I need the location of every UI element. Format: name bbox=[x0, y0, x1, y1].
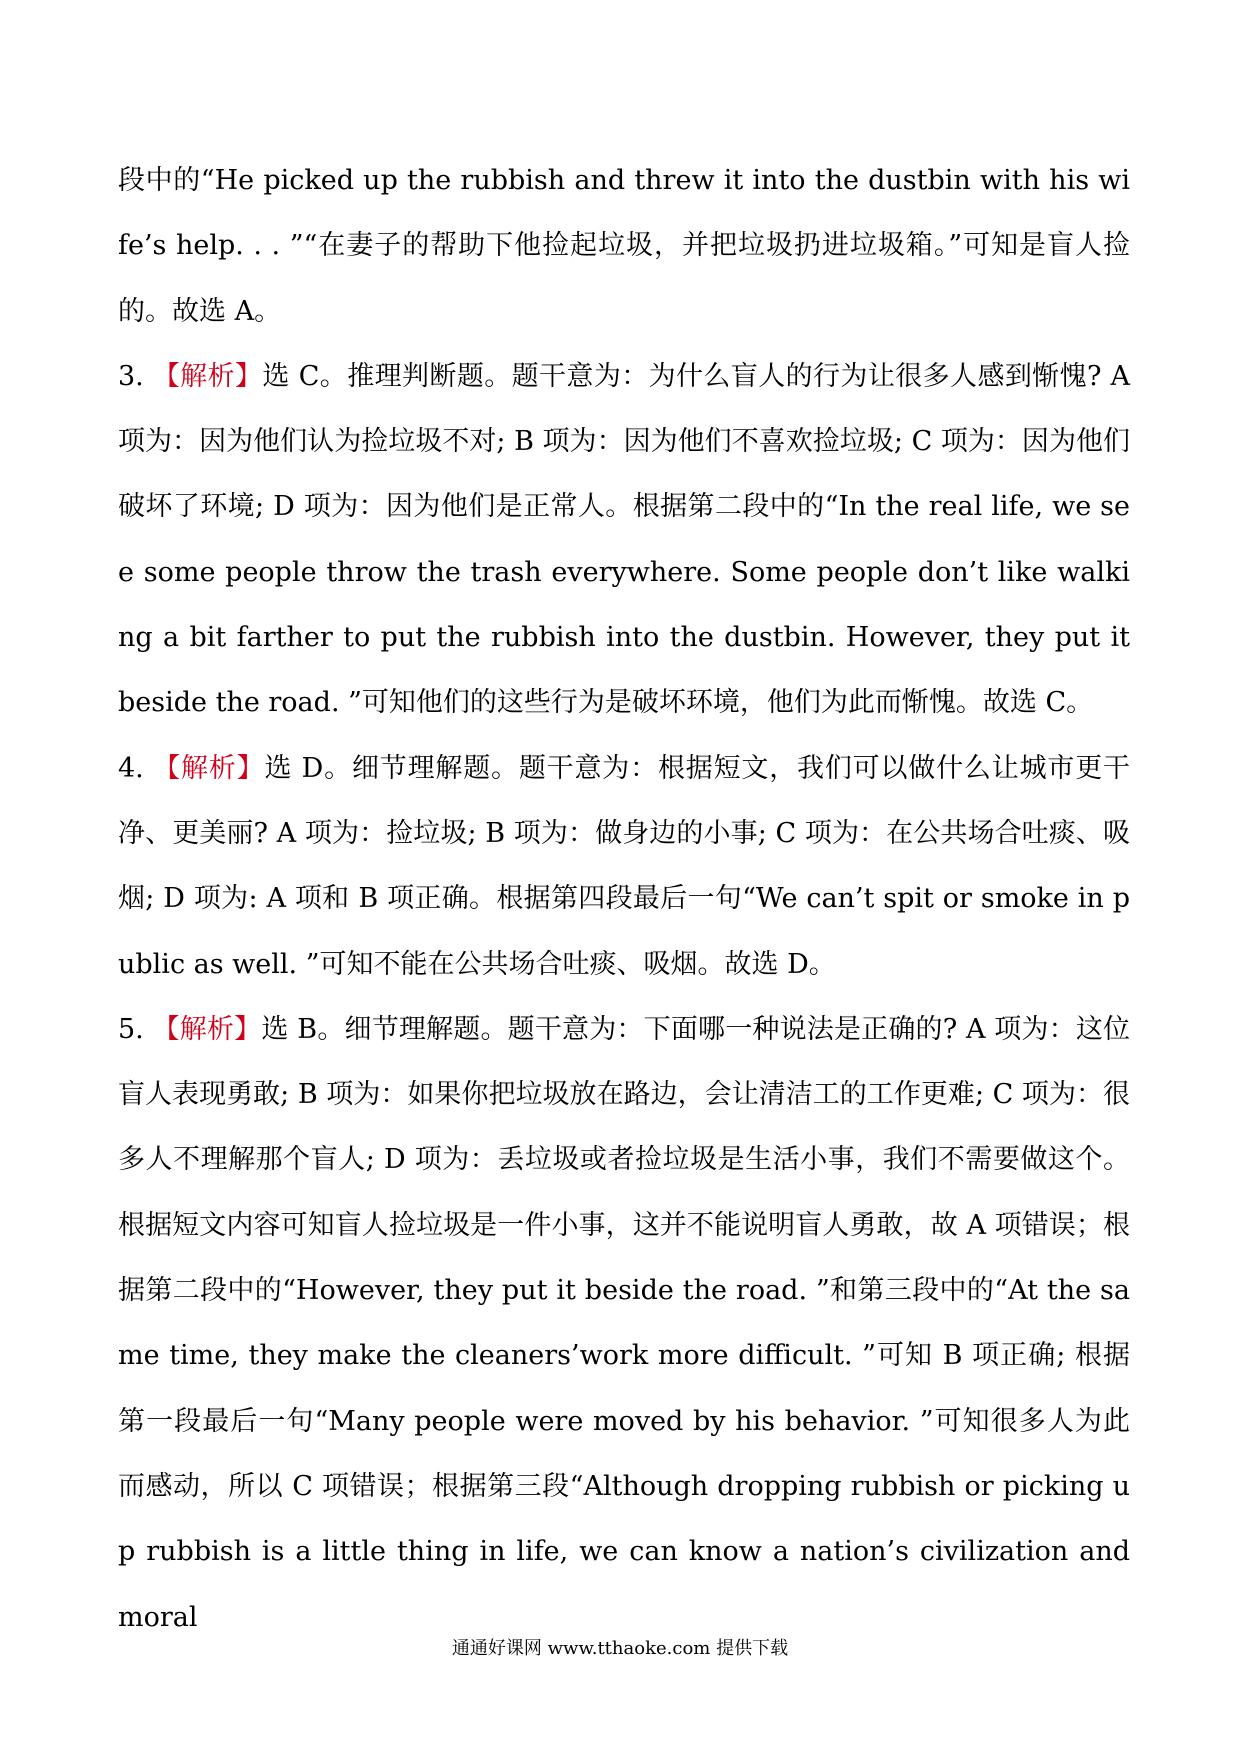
question-number: 3. bbox=[118, 360, 153, 392]
paragraph-answer-3 bbox=[118, 344, 1130, 736]
analysis-tag: 【解析】 bbox=[153, 752, 265, 784]
paragraph-answer-5 bbox=[118, 997, 1130, 1650]
paragraph-continuation bbox=[118, 148, 1130, 344]
paragraph-text: 选 B。细节理解题。题干意为：下面哪一种说法是正确的? A 项为：这位盲人表现勇敢; B 项为：如果你把垃圾放在路边，会让清洁工的工作更难; C 项为：很多人不理解那个盲人; D 项为：丢垃圾或者捡垃圾是生活小事，我们不需要做这个。根据短文内容可知盲人捡垃圾是一件小事，这并不能说明盲人勇敢，故 A 项错误；根据第二段中的“However, they put it beside the road. ”和第三段中的“At the same time, they make the cleaners’work more difficult. ”可知 B 项正确; 根据第一段最后一句“Many people were moved by his behavior. ”可知很多人为此而感动，所以 C 项错误；根据第三段“Although dropping rubbish or picking up rubbish is a little thing in life, we can know a nation’s civilization and moral bbox=[118, 1013, 1131, 1633]
analysis-tag: 【解析】 bbox=[152, 1013, 262, 1045]
document-body bbox=[118, 148, 1130, 1650]
page-footer: 通通好课网 www.tthaoke.com 提供下载 bbox=[451, 1638, 789, 1659]
paragraph-text: 段中的“He picked up the rubbish and threw it into the dustbin with his wife’s help. . . ”“在妻子的帮助下他捡起垃圾，并把垃圾扔进垃圾箱。”可知是盲人捡的。故选 A。 bbox=[118, 165, 1130, 327]
analysis-tag: 【解析】 bbox=[152, 360, 263, 392]
question-number: 4. bbox=[118, 752, 154, 784]
paragraph-text: 选 D。细节理解题。题干意为：根据短文，我们可以做什么让城市更干净、更美丽? A 项为：捡垃圾; B 项为：做身边的小事; C 项为：在公共场合吐痰、吸烟; D 项为: A 项和 B 项正确。根据第四段最后一句“We can’t spit or smoke in public as well. ”可知不能在公共场合吐痰、吸烟。故选 D。 bbox=[118, 752, 1131, 980]
paragraph-answer-4 bbox=[118, 736, 1130, 997]
question-number: 5. bbox=[118, 1013, 153, 1045]
paragraph-text: 选 C。推理判断题。题干意为：为什么盲人的行为让很多人感到惭愧? A 项为：因为他们认为捡垃圾不对; B 项为：因为他们不喜欢捡垃圾; C 项为：因为他们破坏了环境; D 项为：因为他们是正常人。根据第二段中的“In the real life, we see some people throw the trash everywhere. Some people don’t like walking a bit farther to put the rubbish into the dustbin. However, they put it beside the road. ”可知他们的这些行为是破坏环境，他们为此而惭愧。故选 C。 bbox=[118, 360, 1131, 719]
